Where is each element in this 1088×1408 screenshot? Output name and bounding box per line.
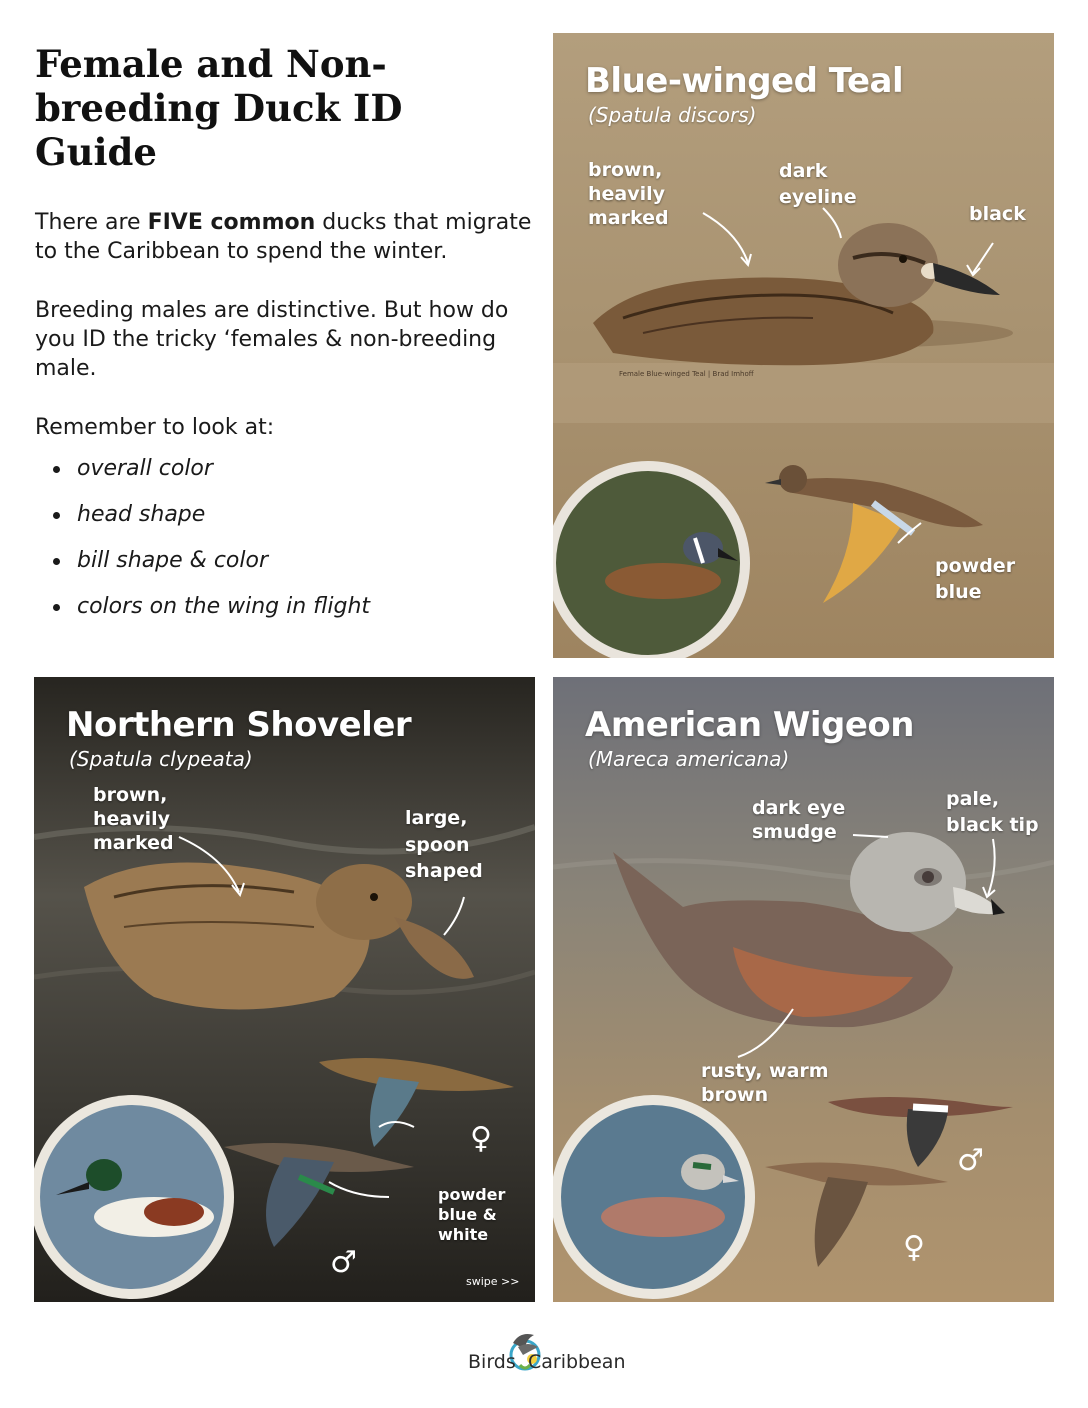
scientific-name: (Spatula discors) <box>588 103 757 127</box>
northern-shoveler-card <box>34 677 535 1302</box>
label: brown <box>701 1084 769 1106</box>
photo-credit: Female Blue-winged Teal | Brad Imhoff <box>619 370 754 378</box>
scientific-name: (Mareca americana) <box>588 747 790 771</box>
label: shaped <box>405 860 483 882</box>
label: heavily <box>93 808 171 830</box>
p1-after: ducks that migrate to the Caribbean to spend the winter. <box>35 210 532 264</box>
label: brown, <box>93 784 168 806</box>
intro-section <box>35 42 535 638</box>
blue-winged-teal-card <box>553 33 1054 658</box>
american-wigeon-card <box>553 677 1054 1302</box>
scientific-name: (Spatula clypeata) <box>69 747 253 771</box>
list-item: bill shape & color <box>35 546 535 576</box>
label: dark eye <box>752 797 846 819</box>
label: black <box>969 203 1026 225</box>
birdscaribbean-logo <box>468 1325 628 1385</box>
list-item: overall color <box>35 454 535 484</box>
label: white <box>438 1225 489 1244</box>
label: blue & <box>438 1205 497 1224</box>
label: powder <box>438 1185 506 1204</box>
logo-text-caribbean: Caribbean <box>528 1351 626 1373</box>
label: marked <box>93 832 174 854</box>
card-title: American Wigeon <box>585 705 914 745</box>
label: smudge <box>752 821 837 843</box>
label: spoon <box>405 834 470 856</box>
female-symbol: ♀ <box>470 1121 492 1156</box>
intro-paragraph-3: Remember to look at: <box>35 415 275 440</box>
label: black tip <box>946 814 1039 836</box>
intro-paragraph-2: Breeding males are distinctive. But how do you ID the tricky ‘females & non-breeding male. <box>35 298 509 381</box>
card-title: Northern Shoveler <box>66 705 412 745</box>
page-title: Female and Non-breeding Duck ID Guide <box>35 42 403 174</box>
label: brown, <box>588 159 663 181</box>
label: dark <box>779 160 828 182</box>
label: powder <box>935 555 1016 577</box>
female-symbol: ♀ <box>903 1230 925 1265</box>
list-item: head shape <box>35 500 535 530</box>
male-symbol: ♂ <box>330 1245 357 1280</box>
label: rusty, warm <box>701 1060 829 1082</box>
p1-bold: FIVE common <box>147 210 316 235</box>
list-item: colors on the wing in flight <box>35 592 535 622</box>
card-title: Blue-winged Teal <box>585 61 904 101</box>
logo-text-birds: Birds <box>468 1351 516 1373</box>
label: large, <box>405 807 468 829</box>
label: marked <box>588 207 669 229</box>
label: blue <box>935 581 982 603</box>
label: eyeline <box>779 186 857 208</box>
male-symbol: ♂ <box>957 1143 984 1178</box>
intro-paragraph-1 <box>35 208 535 266</box>
swipe-hint: swipe >> <box>466 1275 520 1288</box>
p1-before: There are <box>35 210 148 235</box>
look-at-list <box>35 454 535 622</box>
label: heavily <box>588 183 666 205</box>
label: pale, <box>946 788 1000 810</box>
